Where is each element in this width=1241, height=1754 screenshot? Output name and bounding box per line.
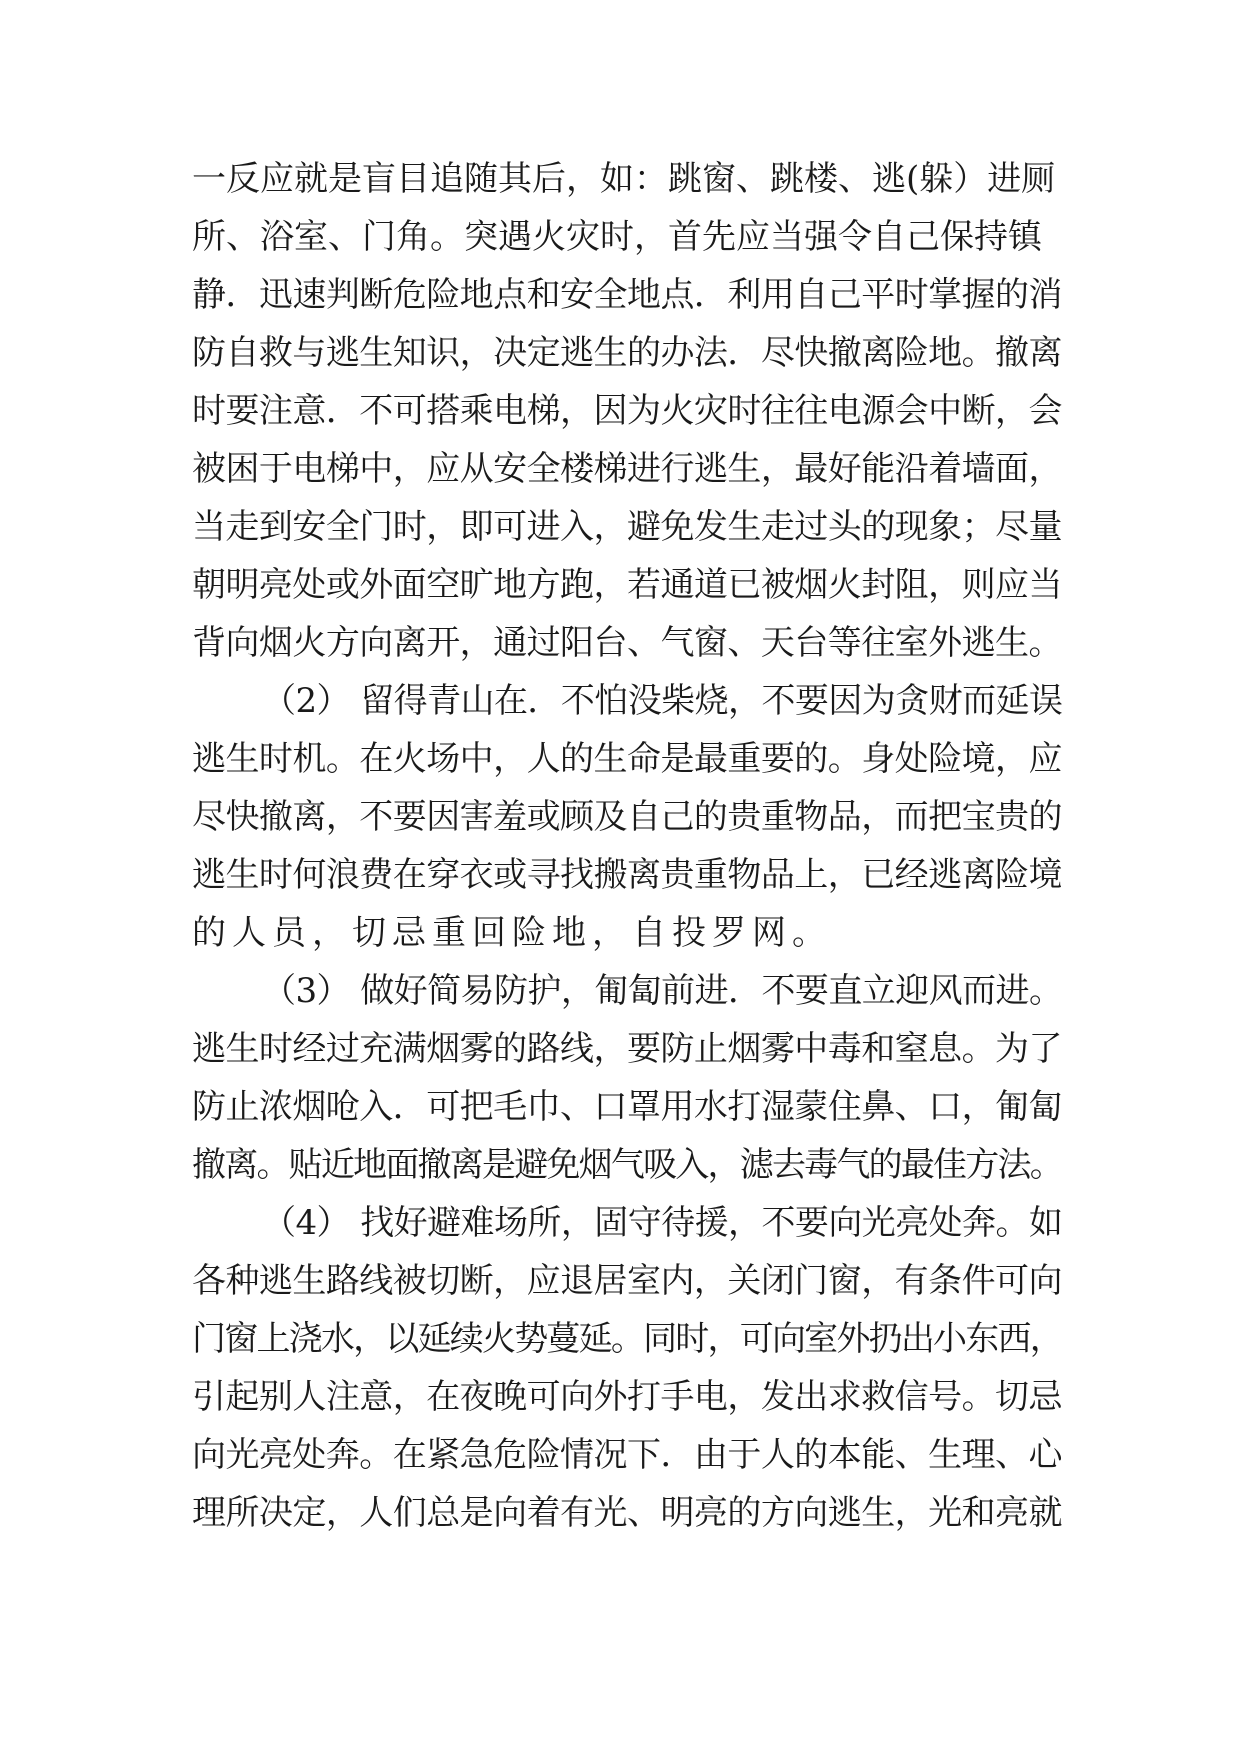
text-line: 朝明亮处或外面空旷地方跑，若通道已被烟火封阻，则应当 [192, 565, 1062, 605]
text-line: 逃生时何浪费在穿衣或寻找搬离贵重物品上，已经逃离险境 [192, 855, 1062, 895]
text-line: 门窗上浇水，以延续火势蔓延。同时，可向室外扔出小东西， [192, 1319, 1062, 1359]
text-line: 各种逃生路线被切断，应退居室内，关闭门窗，有条件可向 [192, 1261, 1062, 1301]
text-line: 时要注意．不可搭乘电梯，因为火灾时往往电源会中断，会 [192, 391, 1062, 431]
paragraph-start-line: （2） 留得青山在．不怕没柴烧，不要因为贪财而延误 [262, 681, 1063, 721]
text-line: 的人员，切忌重回险地，自投罗网。 [192, 913, 832, 953]
text-line: 逃生时经过充满烟雾的路线，要防止烟雾中毒和窒息。为了 [192, 1029, 1062, 1069]
text-line: 静．迅速判断危险地点和安全地点．利用自己平时掌握的消 [192, 275, 1062, 315]
text-line: 向光亮处奔。在紧急危险情况下．由于人的本能、生理、心 [192, 1435, 1062, 1475]
text-line: 当走到安全门时，即可进入，避免发生走过头的现象；尽量 [192, 507, 1062, 547]
text-line: 引起别人注意，在夜晚可向外打手电，发出求救信号。切忌 [192, 1377, 1062, 1417]
text-line: 撤离。贴近地面撤离是避免烟气吸入，滤去毒气的最佳方法。 [192, 1145, 1062, 1185]
text-line: 防止浓烟呛入．可把毛巾、口罩用水打湿蒙住鼻、口，匍匐 [192, 1087, 1062, 1127]
text-line: 一反应就是盲目追随其后，如：跳窗、跳楼、逃(躲）进厕 [192, 159, 1056, 199]
paragraph-start-line: （4） 找好避难场所，固守待援，不要向光亮处奔。如 [262, 1203, 1063, 1243]
text-line: 逃生时机。在火场中，人的生命是最重要的。身处险境，应 [192, 739, 1062, 779]
text-line: 所、浴室、门角。突遇火灾时，首先应当强令自己保持镇 [192, 217, 1042, 257]
text-line: 尽快撤离，不要因害羞或顾及自己的贵重物品，而把宝贵的 [192, 797, 1062, 837]
text-line: 防自救与逃生知识，决定逃生的办法．尽快撤离险地。撤离 [192, 333, 1062, 373]
text-line: 背向烟火方向离开，通过阳台、气窗、天台等往室外逃生。 [192, 623, 1062, 663]
text-line: 被困于电梯中，应从安全楼梯进行逃生，最好能沿着墙面， [192, 449, 1062, 489]
paragraph-start-line: （3） 做好简易防护，匍匐前进．不要直立迎风而进。 [262, 971, 1063, 1011]
text-line: 理所决定，人们总是向着有光、明亮的方向逃生，光和亮就 [192, 1493, 1062, 1533]
